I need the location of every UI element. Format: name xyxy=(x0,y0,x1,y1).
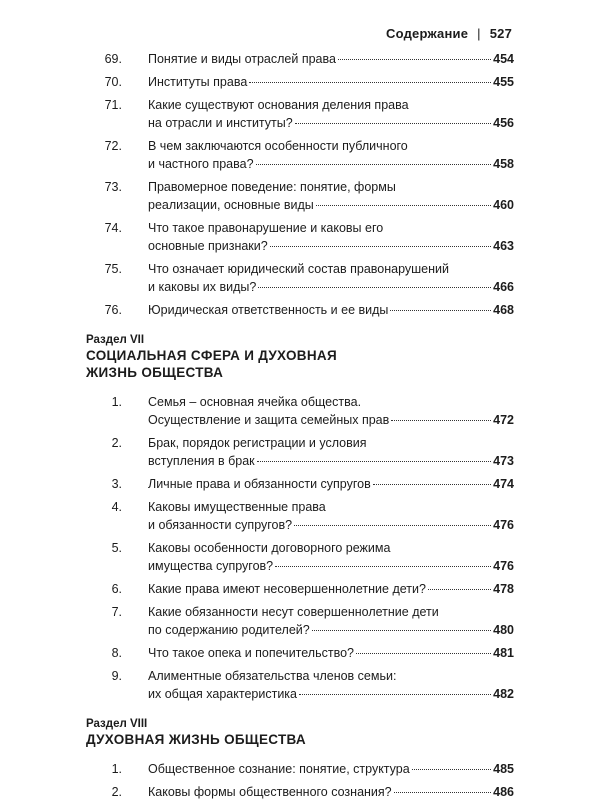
page-number: 527 xyxy=(489,26,512,41)
toc-entry-page: 476 xyxy=(493,559,514,573)
toc-entry xyxy=(86,667,514,703)
toc-entry-body xyxy=(148,760,514,778)
dot-leader xyxy=(373,484,491,485)
toc-entry-line xyxy=(148,603,514,621)
toc-entry-title: Что означает юридический состав правонарушений xyxy=(148,262,450,276)
toc-entry-line xyxy=(148,278,514,296)
toc-entry-page: 466 xyxy=(493,280,514,294)
toc-entry-line xyxy=(148,644,514,662)
toc-entry-title: В чем заключаются особенности публичного xyxy=(148,139,408,153)
section-label: Раздел VIII xyxy=(86,718,148,730)
section-title-line: ДУХОВНАЯ ЖИЗНЬ ОБЩЕСТВА xyxy=(86,732,306,747)
toc-entry-title: Брак, порядок регистрации и условия xyxy=(148,436,367,450)
toc-entry-body xyxy=(148,260,514,296)
toc-entry xyxy=(86,137,514,173)
toc-entry-line xyxy=(148,685,514,703)
toc-entry-body xyxy=(148,73,514,91)
toc-entry-body xyxy=(148,434,514,470)
toc-entry-body xyxy=(148,393,514,429)
toc-entry-page: 468 xyxy=(493,303,514,317)
toc-entry-page: 456 xyxy=(493,116,514,130)
dot-leader xyxy=(257,461,491,462)
toc-entry-title: по содержанию родителей? xyxy=(148,623,310,637)
toc-entry-number: 1. xyxy=(111,762,122,776)
toc-entry-title: Личные права и обязанности супругов xyxy=(148,477,371,491)
toc-entry xyxy=(86,96,514,132)
dot-leader xyxy=(316,205,491,206)
toc-entry-body xyxy=(148,580,514,598)
toc-entry-line xyxy=(148,621,514,639)
toc-entry-title: Институты права xyxy=(148,75,248,89)
toc-entry-title: реализации, основные виды xyxy=(148,198,314,212)
toc-entry-number: 73. xyxy=(104,180,122,194)
toc-entry-title: на отрасли и институты? xyxy=(148,116,293,130)
toc-entry-page: 473 xyxy=(493,454,514,468)
toc-entry-title: и частного права? xyxy=(148,157,254,171)
dot-leader xyxy=(356,653,491,654)
toc-entry-page: 478 xyxy=(493,582,514,596)
toc-entry-number: 69. xyxy=(104,52,122,66)
table-of-contents xyxy=(86,50,514,806)
dot-leader xyxy=(256,164,492,165)
toc-entry-title: вступления в брак xyxy=(148,454,255,468)
toc-entry-body xyxy=(148,644,514,662)
toc-entry-page: 460 xyxy=(493,198,514,212)
toc-entry xyxy=(86,50,514,68)
toc-entry-body xyxy=(148,603,514,639)
toc-entry-line xyxy=(148,178,514,196)
toc-entry-page: 463 xyxy=(493,239,514,253)
toc-entry-line xyxy=(148,137,514,155)
toc-entry-line xyxy=(148,411,514,429)
toc-entry-page: 455 xyxy=(493,75,514,89)
section-8 xyxy=(86,717,514,801)
toc-entry xyxy=(86,475,514,493)
toc-entry xyxy=(86,783,514,801)
toc-entry-page: 458 xyxy=(493,157,514,171)
running-header-title: Содержание xyxy=(386,26,469,41)
toc-entries-section-8 xyxy=(86,760,514,801)
toc-entry-title: Правомерное поведение: понятие, формы xyxy=(148,180,396,194)
toc-entry-page: 486 xyxy=(493,785,514,799)
toc-entry-number: 6. xyxy=(111,582,122,596)
toc-entry xyxy=(86,498,514,534)
dot-leader xyxy=(294,525,491,526)
toc-entry-line xyxy=(148,301,514,319)
toc-entry-number: 72. xyxy=(104,139,122,153)
toc-entry-line xyxy=(148,393,514,411)
toc-entry xyxy=(86,760,514,778)
toc-entry-body xyxy=(148,498,514,534)
toc-entry-number: 1. xyxy=(111,395,122,409)
dot-leader xyxy=(270,246,491,247)
toc-entry-number: 4. xyxy=(111,500,122,514)
toc-entry-body xyxy=(148,539,514,575)
toc-entry-line xyxy=(148,73,514,91)
toc-entry-number: 76. xyxy=(104,303,122,317)
toc-entry-title: Каковы формы общественного сознания? xyxy=(148,785,392,799)
dot-leader xyxy=(275,566,491,567)
toc-entry-number: 3. xyxy=(111,477,122,491)
toc-entry-title: Понятие и виды отраслей права xyxy=(148,52,336,66)
running-header xyxy=(386,26,512,41)
toc-entry-line xyxy=(148,155,514,173)
toc-entry-line xyxy=(148,760,514,778)
running-header-separator: | xyxy=(477,26,481,41)
toc-entry-title: их общая характеристика xyxy=(148,687,297,701)
toc-entry-page: 481 xyxy=(493,646,514,660)
toc-entry-line xyxy=(148,516,514,534)
toc-entry-number: 2. xyxy=(111,436,122,450)
dot-leader xyxy=(391,420,491,421)
toc-entry-line xyxy=(148,196,514,214)
toc-entry-title: и каковы их виды? xyxy=(148,280,257,294)
toc-entry-title: Каковы особенности договорного режима xyxy=(148,541,391,555)
toc-entry-number: 71. xyxy=(104,98,122,112)
toc-entry-line xyxy=(148,50,514,68)
toc-entry-line xyxy=(148,783,514,801)
dot-leader xyxy=(390,310,491,311)
toc-entry xyxy=(86,260,514,296)
toc-entry-body xyxy=(148,783,514,801)
toc-entry-body xyxy=(148,667,514,703)
dot-leader xyxy=(258,287,491,288)
toc-entries-section-7 xyxy=(86,393,514,703)
toc-entry-body xyxy=(148,50,514,68)
toc-entry xyxy=(86,434,514,470)
dot-leader xyxy=(428,589,491,590)
toc-entry xyxy=(86,73,514,91)
dot-leader xyxy=(312,630,491,631)
toc-entry-page: 474 xyxy=(493,477,514,491)
toc-entry xyxy=(86,580,514,598)
toc-entry-page: 472 xyxy=(493,413,514,427)
dot-leader xyxy=(338,59,491,60)
toc-entry-body xyxy=(148,475,514,493)
toc-entry-number: 70. xyxy=(104,75,122,89)
toc-entry-line xyxy=(148,667,514,685)
toc-entry-title: Алиментные обязательства членов семьи: xyxy=(148,669,397,683)
toc-entry-number: 74. xyxy=(104,221,122,235)
toc-entry-title: Юридическая ответственность и ее виды xyxy=(148,303,389,317)
toc-entry xyxy=(86,393,514,429)
dot-leader xyxy=(295,123,491,124)
toc-entry-body xyxy=(148,301,514,319)
toc-entry-title: Каковы имущественные права xyxy=(148,500,326,514)
toc-entry-body xyxy=(148,219,514,255)
toc-entry-number: 5. xyxy=(111,541,122,555)
toc-entry-page: 485 xyxy=(493,762,514,776)
toc-entry-line xyxy=(148,434,514,452)
toc-entry-body xyxy=(148,178,514,214)
toc-entry-page: 476 xyxy=(493,518,514,532)
toc-entry-body xyxy=(148,137,514,173)
toc-entry-line xyxy=(148,237,514,255)
toc-entry-page: 480 xyxy=(493,623,514,637)
toc-entry-title: Что такое опека и попечительство? xyxy=(148,646,354,660)
toc-entry-line xyxy=(148,475,514,493)
dot-leader xyxy=(394,792,492,793)
toc-entry-line xyxy=(148,557,514,575)
toc-entry-line xyxy=(148,452,514,470)
section-title-line: СОЦИАЛЬНАЯ СФЕРА И ДУХОВНАЯ xyxy=(86,348,337,363)
section-label: Раздел VII xyxy=(86,334,145,346)
toc-entry-title: основные признаки? xyxy=(148,239,268,253)
toc-entry xyxy=(86,219,514,255)
toc-entry-number: 9. xyxy=(111,669,122,683)
toc-entry-number: 8. xyxy=(111,646,122,660)
toc-entry xyxy=(86,301,514,319)
toc-entry-line xyxy=(148,96,514,114)
toc-entry-title: Какие существуют основания деления права xyxy=(148,98,409,112)
toc-entry-title: и обязанности супругов? xyxy=(148,518,293,532)
toc-entry-title: имущества супругов? xyxy=(148,559,274,573)
section-title-line: ЖИЗНЬ ОБЩЕСТВА xyxy=(86,365,224,380)
dot-leader xyxy=(412,769,491,770)
toc-entries-chapter xyxy=(86,50,514,319)
toc-entry xyxy=(86,539,514,575)
toc-entry-number: 2. xyxy=(111,785,122,799)
toc-entry-line xyxy=(148,114,514,132)
toc-entry-line xyxy=(148,219,514,237)
toc-entry-number: 75. xyxy=(104,262,122,276)
toc-entry xyxy=(86,644,514,662)
dot-leader xyxy=(299,694,491,695)
toc-entry-body xyxy=(148,96,514,132)
toc-entry-line xyxy=(148,580,514,598)
toc-entry-title: Что такое правонарушение и каковы его xyxy=(148,221,384,235)
toc-entry-title: Осуществление и защита семейных прав xyxy=(148,413,390,427)
toc-entry-line xyxy=(148,498,514,516)
toc-entry-number: 7. xyxy=(111,605,122,619)
toc-entry-page: 482 xyxy=(493,687,514,701)
toc-entry-line xyxy=(148,260,514,278)
dot-leader xyxy=(249,82,491,83)
section-7 xyxy=(86,333,514,703)
toc-entry-page: 454 xyxy=(493,52,514,66)
toc-entry xyxy=(86,178,514,214)
toc-entry-title: Семья – основная ячейка общества. xyxy=(148,395,362,409)
toc-entry xyxy=(86,603,514,639)
toc-entry-title: Какие права имеют несовершеннолетние дети? xyxy=(148,582,426,596)
toc-entry-title: Какие обязанности несут совершеннолетние дети xyxy=(148,605,439,619)
toc-entry-title: Общественное сознание: понятие, структура xyxy=(148,762,410,776)
toc-entry-line xyxy=(148,539,514,557)
